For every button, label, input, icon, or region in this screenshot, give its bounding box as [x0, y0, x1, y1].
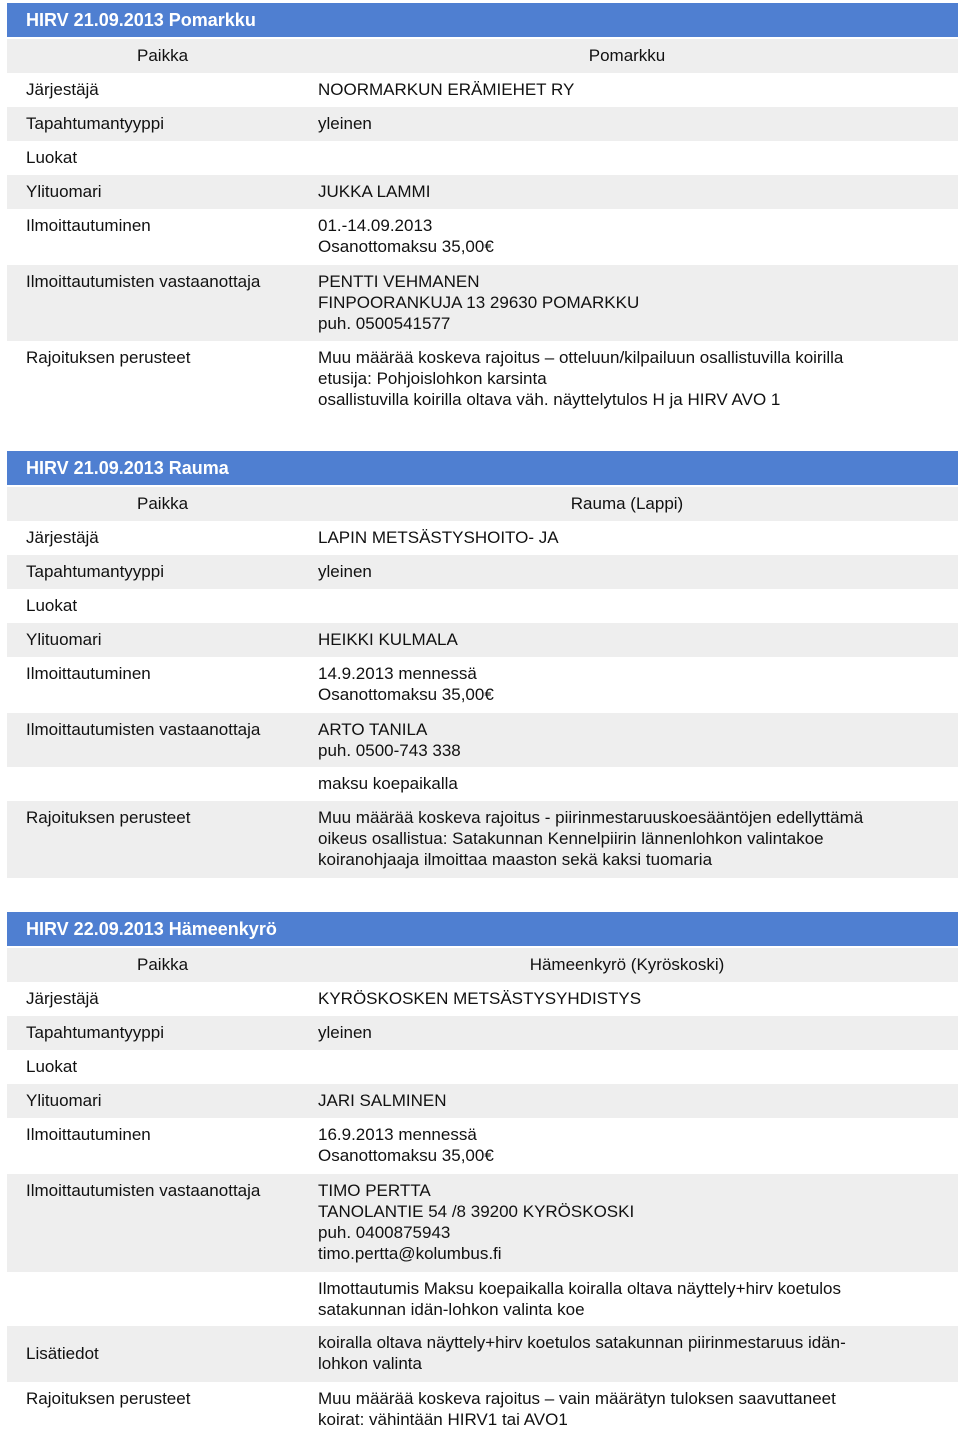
classes-row	[7, 1050, 958, 1084]
receiver-phone: puh. 0500-743 338	[318, 741, 461, 760]
place-label: Paikka	[137, 955, 189, 974]
organizer-row	[7, 73, 958, 107]
registration-date: 14.9.2013 mennessä	[318, 664, 477, 683]
info-line: koiralla oltava näyttely+hirv koetulos satakunnan piirinmestaruus idän-	[318, 1333, 846, 1352]
event-type-row	[7, 107, 958, 141]
classes-label: Luokat	[26, 148, 78, 167]
receiver-label: Ilmoittautumisten vastaanottaja	[26, 720, 261, 739]
receiver-email: timo.pertta@kolumbus.fi	[318, 1244, 502, 1263]
event-type-value: yleinen	[318, 1023, 372, 1042]
restriction-line: koirat: vähintään HIRV1 tai AVO1	[318, 1410, 568, 1429]
organizer-label: Järjestäjä	[26, 528, 99, 547]
judge-row	[7, 175, 958, 209]
info-label: Lisätiedot	[26, 1344, 99, 1363]
receiver-row	[7, 1174, 958, 1272]
restriction-line: koiranohjaaja ilmoittaa maaston sekä kaksi tuomaria	[318, 850, 713, 869]
note-row	[7, 767, 958, 801]
restriction-row	[7, 801, 958, 878]
organizer-row	[7, 521, 958, 555]
note-line: Ilmottautumis Maksu koepaikalla koiralla oltava näyttely+hirv koetulos	[318, 1279, 841, 1298]
place-row	[7, 487, 958, 521]
note-row	[7, 1272, 958, 1326]
receiver-name: ARTO TANILA	[318, 720, 428, 739]
restriction-line: osallistuvilla koirilla oltava väh. näyttelytulos H ja HIRV AVO 1	[318, 390, 781, 409]
organizer-label: Järjestäjä	[26, 989, 99, 1008]
judge-value: HEIKKI KULMALA	[318, 630, 458, 649]
event-section-pomarkku	[7, 3, 958, 433]
event-section-hameenkyro	[7, 912, 958, 1431]
receiver-name: TIMO PERTTA	[318, 1181, 431, 1200]
receiver-row	[7, 713, 958, 767]
registration-row	[7, 209, 958, 265]
classes-label: Luokat	[26, 1057, 78, 1076]
registration-date: 01.-14.09.2013	[318, 216, 433, 235]
receiver-label: Ilmoittautumisten vastaanottaja	[26, 1181, 261, 1200]
section-title: HIRV 21.09.2013 Rauma	[7, 451, 958, 485]
organizer-row	[7, 982, 958, 1016]
restriction-label: Rajoituksen perusteet	[26, 808, 191, 827]
receiver-phone: puh. 0500541577	[318, 314, 451, 333]
place-value: Hämeenkyrö (Kyröskoski)	[529, 955, 725, 974]
event-section-rauma	[7, 451, 958, 881]
registration-label: Ilmoittautuminen	[26, 664, 151, 683]
judge-label: Ylituomari	[26, 1091, 102, 1110]
event-type-label: Tapahtumantyyppi	[26, 1023, 164, 1042]
classes-label: Luokat	[26, 596, 78, 615]
note-line: satakunnan idän-lohkon valinta koe	[318, 1300, 585, 1319]
restriction-line: Muu määrää koskeva rajoitus – vain määrätyn tuloksen saavuttaneet	[318, 1389, 836, 1408]
restriction-line: oikeus osallistua: Satakunnan Kennelpiirin lännenlohkon valintakoe	[318, 829, 824, 848]
place-row	[7, 39, 958, 73]
receiver-row	[7, 265, 958, 341]
section-title: HIRV 22.09.2013 Hämeenkyrö	[7, 912, 958, 946]
classes-row	[7, 141, 958, 175]
restriction-label: Rajoituksen perusteet	[26, 1389, 191, 1408]
event-type-label: Tapahtumantyyppi	[26, 562, 164, 581]
organizer-value: LAPIN METSÄSTYSHOITO- JA	[318, 528, 559, 547]
organizer-value: NOORMARKUN ERÄMIEHET RY	[318, 80, 575, 99]
judge-value: JARI SALMINEN	[318, 1091, 447, 1110]
registration-row	[7, 1118, 958, 1174]
receiver-label: Ilmoittautumisten vastaanottaja	[26, 272, 261, 291]
restriction-line: etusija: Pohjoislohkon karsinta	[318, 369, 547, 388]
restriction-row	[7, 341, 958, 421]
judge-label: Ylituomari	[26, 182, 102, 201]
place-value: Rauma (Lappi)	[570, 494, 684, 513]
place-label: Paikka	[137, 46, 189, 65]
organizer-label: Järjestäjä	[26, 80, 99, 99]
registration-row	[7, 657, 958, 713]
event-type-label: Tapahtumantyyppi	[26, 114, 164, 133]
receiver-address: FINPOORANKUJA 13 29630 POMARKKU	[318, 293, 640, 312]
judge-row	[7, 1084, 958, 1118]
info-line: lohkon valinta	[318, 1354, 422, 1373]
event-type-row	[7, 1016, 958, 1050]
receiver-address: TANOLANTIE 54 /8 39200 KYRÖSKOSKI	[318, 1202, 635, 1221]
judge-row	[7, 623, 958, 657]
classes-row	[7, 589, 958, 623]
place-label: Paikka	[137, 494, 189, 513]
registration-fee: Osanottomaksu 35,00€	[318, 685, 494, 704]
organizer-value: KYRÖSKOSKEN METSÄSTYSYHDISTYS	[318, 989, 642, 1008]
restriction-label: Rajoituksen perusteet	[26, 348, 191, 367]
restriction-row	[7, 1382, 958, 1431]
registration-label: Ilmoittautuminen	[26, 1125, 151, 1144]
judge-label: Ylituomari	[26, 630, 102, 649]
registration-fee: Osanottomaksu 35,00€	[318, 1146, 494, 1165]
section-title: HIRV 21.09.2013 Pomarkku	[7, 3, 958, 37]
restriction-line: Muu määrää koskeva rajoitus - piirinmestaruuskoesääntöjen edellyttämä	[318, 808, 864, 827]
registration-label: Ilmoittautuminen	[26, 216, 151, 235]
place-value: Pomarkku	[588, 46, 666, 65]
info-row	[7, 1326, 958, 1382]
receiver-phone: puh. 0400875943	[318, 1223, 451, 1242]
note-value: maksu koepaikalla	[318, 774, 458, 793]
receiver-name: PENTTI VEHMANEN	[318, 272, 480, 291]
judge-value: JUKKA LAMMI	[318, 182, 431, 201]
registration-date: 16.9.2013 mennessä	[318, 1125, 477, 1144]
event-type-row	[7, 555, 958, 589]
place-row	[7, 948, 958, 982]
registration-fee: Osanottomaksu 35,00€	[318, 237, 494, 256]
event-type-value: yleinen	[318, 114, 372, 133]
restriction-line: Muu määrää koskeva rajoitus – otteluun/kilpailuun osallistuvilla koirilla	[318, 348, 844, 367]
event-type-value: yleinen	[318, 562, 372, 581]
